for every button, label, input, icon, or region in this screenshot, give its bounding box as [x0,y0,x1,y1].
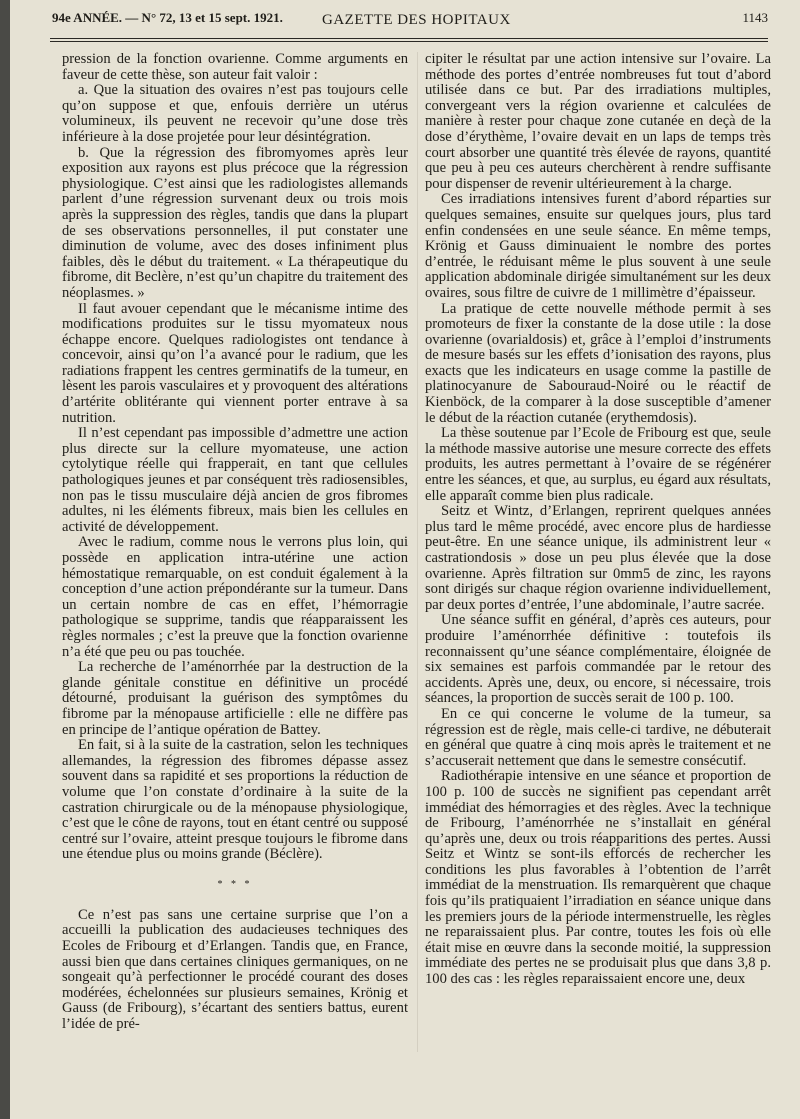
paragraph: Une séance suffit en général, d’après ces auteurs, pour produire l’aménorrhée définitive : toutefois ils reconnaissent qu’une séance complémentaire, éloignée de six semaines est parfois commandée par le retour des accidents. Après une, deux, ou encore, si nécessaire, trois séances, la proportion de succès serait de 100 p. 100. [425,612,771,707]
paragraph: Il n’est cependant pas impossible d’admettre une action plus directe sur la cellure myomateuse, une action cytolytique réelle qui frapperait, en tant que cellules pathologiques jeunes et par conséquent très radiosensibles, non pas le tissu musculaire déjà ancien de gros fibromes adultes, ni les éléments fibreux, mais bien les cellules en activité de développement. [62,425,408,535]
paragraph: La pratique de cette nouvelle méthode permit à ses promoteurs de fixer la constante de la dose utile : la dose ovarienne (ovarialdosis) et, grâce à l’emploi d’instruments de mesure basés sur les effets d’ionisation des rayons, plus exacts que les indicateurs en usage comme la pastille de platinocyanure de Sabouraud-Noiré ou le réactif de Kienböck, de la comparer à la dose susceptible d’amener le début de la réaction cutanée (erythemdosis). [425,300,771,426]
paragraph: a. Que la situation des ovaires n’est pas toujours celle qu’on suppose et que, enfouis derrière un utérus volumineux, ils peuvent ne recevoir qu’une dose très inférieure à la dose projetée pour leur désintégration. [62,82,408,145]
paragraph: Avec le radium, comme nous le verrons plus loin, qui possède en application intra-utérine une action hémostatique remarquable, on est conduit également à la conception d’une action prépondérante sur la tumeur. Dans un certain nombre de cas en effet, l’hémorragie pathologique se supprime, tandis que réapparaissent les règles normales ; c’est la preuve que la fonction ovarienne n’a été que peu ou pas touchée. [62,534,408,660]
paragraph: En fait, si à la suite de la castration, selon les techniques allemandes, la régression des fibromes dépasse assez souvent dans sa rapidité et ses proportions la réduction de volume que l’on constate d’ordinaire à la suite de la castration chirurgicale ou de la ménopause physiologique, c’est que le cône de rayons, tout en étant centré ou supposé centré sur l’ovaire, atteint presque toujours le fibrome dans une étendue plus ou moins grande (Béclère). [62,737,408,863]
column-gutter [417,52,418,1052]
paragraph: La recherche de l’aménorrhée par la destruction de la glande génitale constitue en définitive un procédé détourné, produisant la guérison des symptômes du fibrome par la ménopause artificielle : elle ne diffère pas en principe de l’antique opération de Battey. [62,659,408,738]
page-number: 1143 [742,10,768,25]
paragraph: Radiothérapie intensive en une séance et proportion de 100 p. 100 de succès ne signifient pas cependant arrêt immédiat des hémorragies et des règles. Avec la technique de Fribourg, l’aménorrhée ne s’installait en général qu’après une, deux ou trois réapparitions des pertes. Aussi Seitz et Wintz se sont-ils efforcés de rechercher les conditions les plus favorables à l’obtention de l’arrêt immédiat de la menstruation. Ils remarquèrent que chaque fois qu’ils pratiquaient l’irradiation en séance unique dans les premiers jours de la période intermenstruelle, les règles ne reparaissaient plus. Par contre, toutes les fois où elle était mise en œuvre dans la seconde moitié, la suppression immédiate des pertes ne se produisait plus que dans 3,8 p. 100 des cas : les règles reparaissaient encore une, deux [425,768,771,988]
header-rule-double [50,41,768,42]
paragraph: En ce qui concerne le volume de la tumeur, sa régression est de règle, mais celle-ci tardive, ne débuterait en général que quatre à cinq mois après le traitement et ne s’accuserait nettement que dans le semestre consécutif. [425,705,771,769]
journal-title: GAZETTE DES HOPITAUX [322,12,511,28]
paragraph: pression de la fonction ovarienne. Comme arguments en faveur de cette thèse, son auteur fait valoir : [62,51,408,83]
paragraph: La thèse soutenue par l’Ecole de Fribourg est que, seule la méthode massive autorise une mesure correcte des effets produits, les autres permettant à l’ovaire de se régénérer entre les séances, et que, au surplus, eu égard aux résultats, elle apparaît comme bien plus radicale. [425,425,771,504]
left-column [62,52,408,1033]
right-column [425,52,771,988]
paragraph: Ces irradiations intensives furent d’abord réparties sur quelques semaines, ensuite sur quelques jours, plus tard enfin condensées en une seule séance. En même temps, Krönig et Gauss diminuaient le nombre des portes d’entrée, le réduisant même le plus souvent à une seule application abdominale dirigée simultanément sur les deux ovaires, sous filtre de cuivre de 1 millimètre d’épaisseur. [425,191,771,301]
paragraph: Il faut avouer cependant que le mécanisme intime des modifications produites sur le tissu myomateux nous échappe encore. Quelques radiologistes ont tendance à concevoir, ainsi qu’on l’a avancé pour le radium, que les radiations frappent les centres germinatifs de la tumeur, en lèsent les parois vasculaires et y provoquent des altérations d’artérite oblitérante qui viennent porter entrave à sa nutrition. [62,300,408,426]
running-header [52,10,768,36]
section-separator-asterisks: * * * [217,878,253,890]
header-rule [50,38,768,39]
paragraph: b. Que la régression des fibromyomes après leur exposition aux rayons est plus précoce que la régression physiologique. C’est ainsi que les radiologistes allemands parlent d’une régression survenant deux ou trois mois après la suppression des règles, tandis que dans la plupart de ses observations personnelles, il put constater une diminution de volume, avec des doses infiniment plus faibles, dès le début du traitement. « La thérapeutique du fibrome, dit Beclère, n’est qu’un chapitre du traitement des néoplasmes. » [62,144,408,301]
issue-info: 94e ANNÉE. — N° 72, 13 et 15 sept. 1921. [52,10,283,25]
paragraph: Seitz et Wintz, d’Erlangen, reprirent quelques années plus tard le même procédé, avec encore plus de hardiesse peut-être. En une séance unique, ils administrent leur « castrationdosis » dose un peu plus élevée que la dose ovarienne. Après filtration sur 0mm5 de zinc, les rayons sont dirigés sur chaque région ovarienne individuellement, par deux portes d’entrée, l’une abdominale, l’autre sacrée. [425,503,771,613]
paragraph: cipiter le résultat par une action intensive sur l’ovaire. La méthode des portes d’entrée nombreuses fut tout d’abord utilisée dans ce but. Par des irradiations multiples, convergeant vers la région ovarienne et calculées de manière à rester pour chaque zone cutanée en deçà de la dose d’érythème, l’ovaire devait en un laps de temps très court absorber une quantité très élevée de rayons, quantité que peu à peu ces auteurs cherchèrent à rendre suffisante pour dispenser de revenir ultérieurement à la charge. [425,51,771,192]
paragraph: Ce n’est pas sans une certaine surprise que l’on a accueilli la publication des audacieuses techniques des Ecoles de Fribourg et d’Erlangen. Tandis que, en France, aussi bien que dans certaines cliniques germaniques, on ne songeait qu’à perfectionner le procédé courant des doses modérées, échelonnées sur plusieurs semaines, Krönig et Gauss (de Fribourg), s’écartant des sentiers battus, eurent l’idée de pré- [62,906,408,1033]
